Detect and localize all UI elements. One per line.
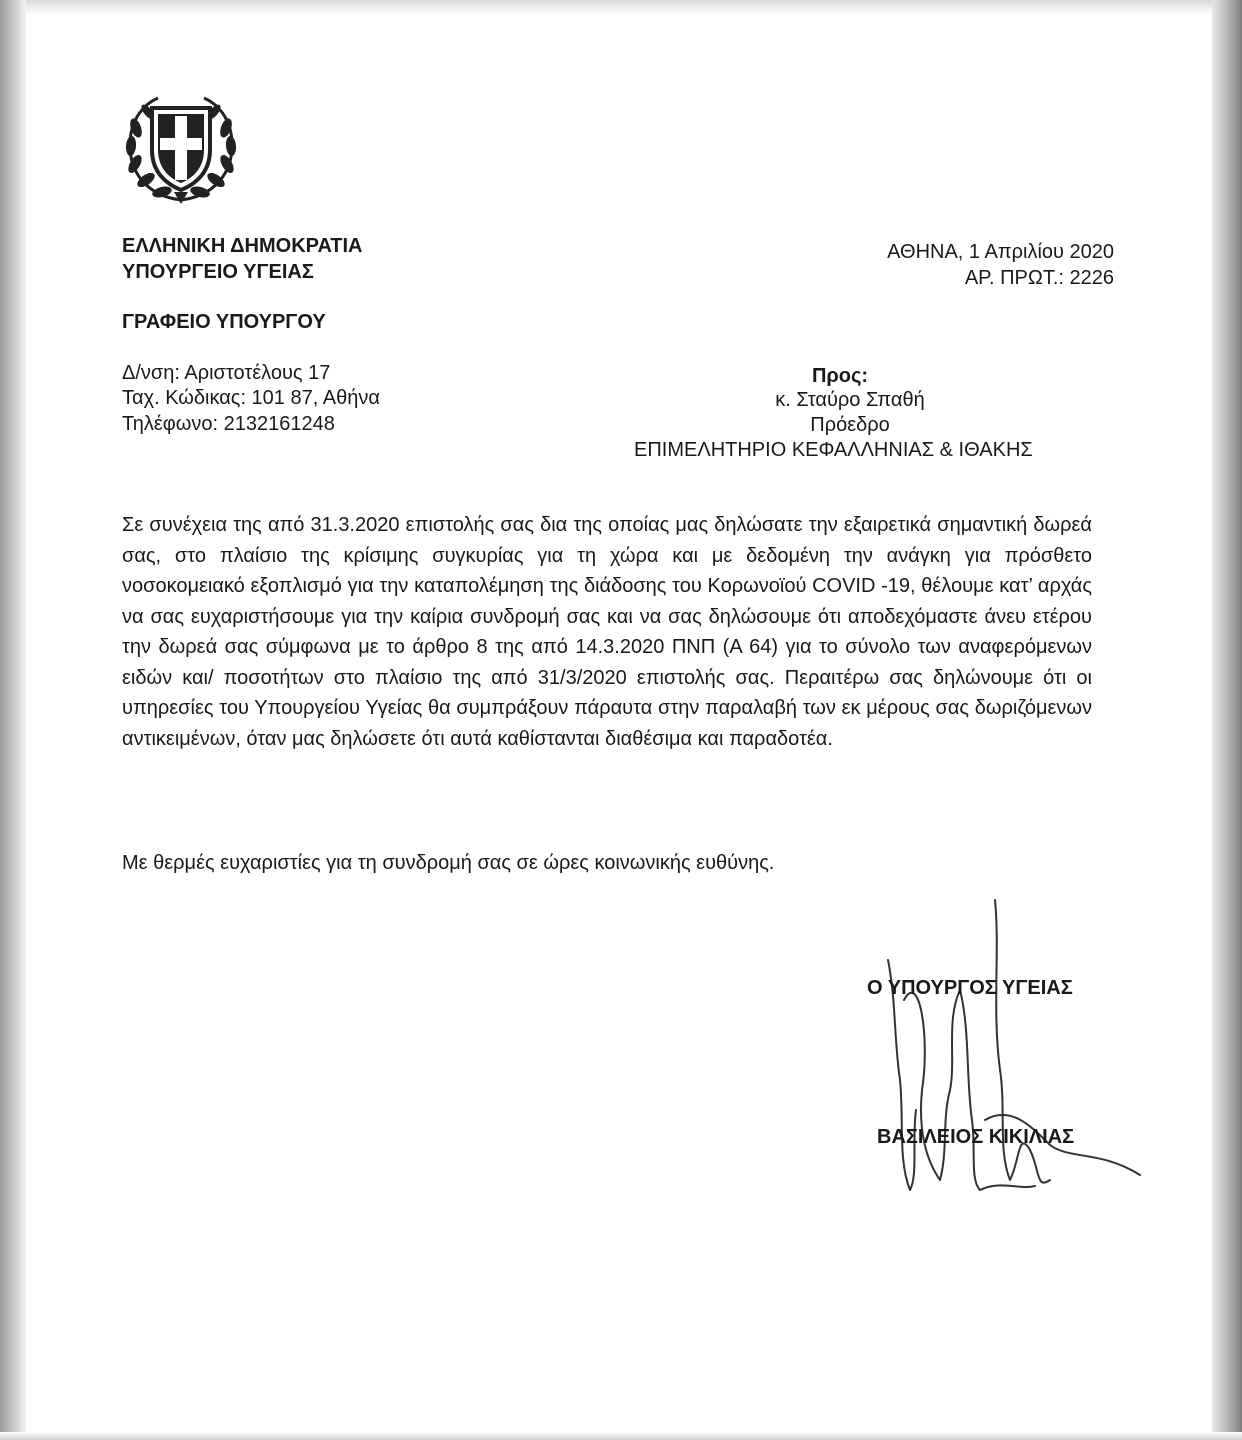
signatory-name: ΒΑΣΙΛΕΙΟΣ ΚΙΚΙΛΙΑΣ (877, 1126, 1075, 1148)
body-paragraph: Σε συνέχεια της από 31.3.2020 επιστολής σας δια της οποίας μας δηλώσατε την εξαιρετικά σημαντική δωρεά σας, στο πλαίσιο της κρίσιμης συγκυρίας για τη χώρα και με δεδομένη την ανάγκη για πρόσθετο νοσοκομειακό εξοπλισμό για την καταπολέμηση της διάδοσης του Κορωνοϊού COVID -19, θέλουμε κατ’ αρχάς να σας ευχαριστήσουμε για την καίρια συνδρομή σας και να σας δηλώσουμε ότι αποδεχόμαστε άνευ ετέρου την δωρεά σας σύμφωνα με το άρθρο 8 της από 14.3.2020 ΠΝΠ (Α 64) για το σύνολο των αναφερόμενων ειδών και/ ποσοτήτων στο πλαίσιο της από 31/3/2020 επιστολής σας. Περαιτέρω σας δηλώνουμε ότι οι υπηρεσίες του Υπουργείου Υγείας θα συμπράξουν πάραυτα στην παραλαβή των εκ μέρους σας δωριζόμενων αντικειμένων, όταν μας δηλώσετε ότι αυτά καθίστανται διαθέσιμα και παραδοτέα. (122, 514, 1092, 750)
coat-of-arms-icon (118, 88, 244, 210)
page-edge-bottom (0, 1432, 1242, 1440)
ministry-heading: ΥΠΟΥΡΓΕΙΟ ΥΓΕΙΑΣ (122, 261, 314, 283)
page-edge-top (0, 0, 1242, 14)
office-heading: ΓΡΑΦΕΙΟ ΥΠΟΥΡΓΟΥ (122, 311, 326, 333)
handwritten-signature (860, 890, 1160, 1210)
signatory-title: Ο ΥΠΟΥΡΓΟΣ ΥΓΕΙΑΣ (867, 977, 1073, 999)
closing-paragraph: Με θερμές ευχαριστίες για τη συνδρομή σας σε ώρες κοινωνικής ευθύνης. (122, 852, 775, 874)
recipient-role: Πρόεδρο (810, 414, 890, 436)
recipient-organization: ΕΠΙΜΕΛΗΤΗΡΙΟ ΚΕΦΑΛΛΗΝΙΑΣ & ΙΘΑΚΗΣ (634, 439, 1033, 461)
protocol-number: ΑΡ. ΠΡΩΤ.: 2226 (964, 267, 1114, 289)
page-edge-left (0, 0, 26, 1440)
page-edge-right (1212, 0, 1242, 1440)
recipient-name: κ. Σταύρο Σπαθή (775, 389, 925, 411)
recipient-label: Προς: (811, 365, 869, 387)
place-date: ΑΘΗΝΑ, 1 Απριλίου 2020 (887, 241, 1114, 263)
sender-address: Δ/νση: Αριστοτέλους 17 (122, 362, 331, 384)
sender-postal: Ταχ. Κώδικας: 101 87, Αθήνα (122, 387, 380, 409)
sender-phone: Τηλέφωνο: 2132161248 (122, 413, 335, 435)
republic-heading: ΕΛΛΗΝΙΚΗ ΔΗΜΟΚΡΑΤΙΑ (122, 235, 363, 257)
